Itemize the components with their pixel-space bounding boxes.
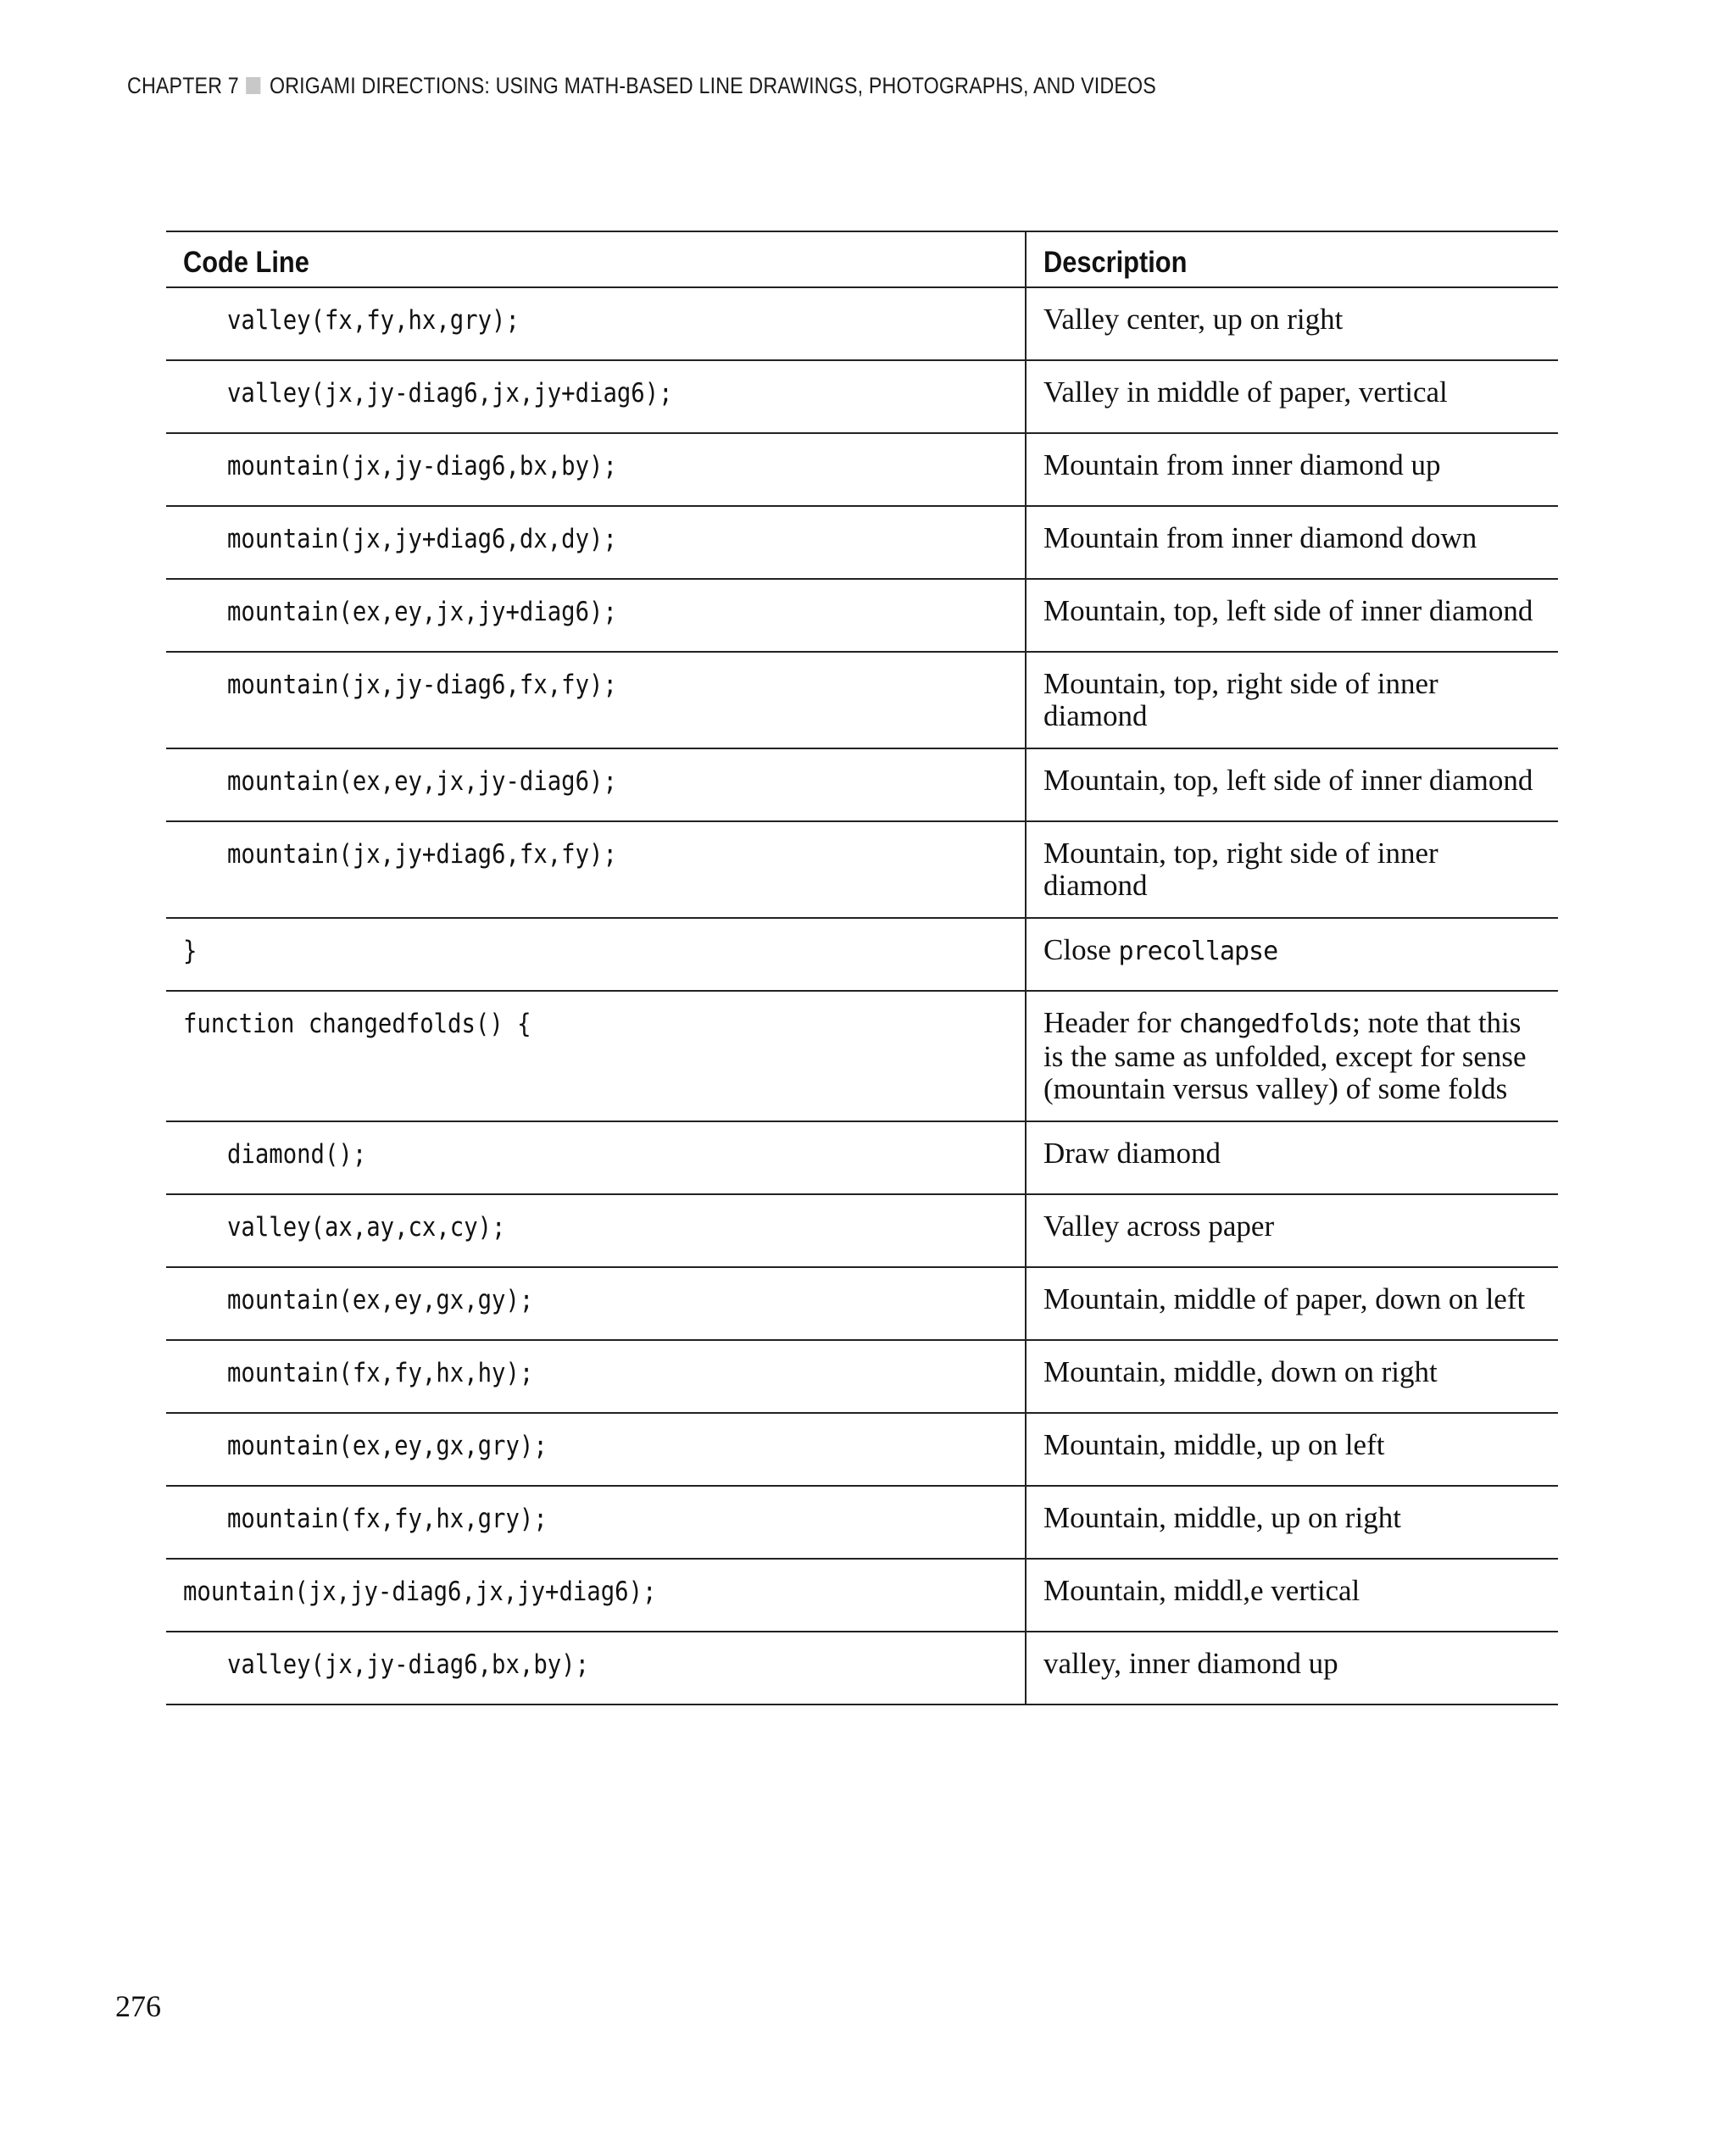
table-row <box>166 991 1558 1121</box>
code-description-table <box>166 231 1558 1705</box>
table-header-row <box>166 231 1558 287</box>
table-row <box>166 748 1558 821</box>
code-cell: mountain(fx,fy,hx,gry); <box>166 1486 1026 1559</box>
description-cell: Mountain from inner diamond down <box>1026 506 1558 579</box>
code-line-header: Code Line <box>166 231 1026 287</box>
table-row <box>166 579 1558 652</box>
code-cell: mountain(ex,ey,gx,gy); <box>166 1267 1026 1340</box>
table-row <box>166 360 1558 433</box>
table-row <box>166 1267 1558 1340</box>
code-cell: valley(fx,fy,hx,gry); <box>166 287 1026 360</box>
description-header: Description <box>1026 231 1558 287</box>
separator-square-icon <box>246 77 260 94</box>
code-cell: valley(jx,jy-diag6,bx,by); <box>166 1632 1026 1704</box>
table-row <box>166 652 1558 748</box>
code-cell: } <box>166 918 1026 991</box>
chapter-label: CHAPTER 7 <box>127 73 239 98</box>
table-row <box>166 1194 1558 1267</box>
table-row <box>166 1632 1558 1704</box>
code-cell: mountain(jx,jy-diag6,bx,by); <box>166 433 1026 506</box>
code-cell: diamond(); <box>166 1121 1026 1194</box>
code-cell: function changedfolds() { <box>166 991 1026 1121</box>
running-head <box>127 73 1156 99</box>
table-row <box>166 821 1558 918</box>
code-cell: mountain(jx,jy+diag6,dx,dy); <box>166 506 1026 579</box>
table-row <box>166 1486 1558 1559</box>
description-cell: Mountain, top, right side of inner diamond <box>1026 652 1558 748</box>
description-cell: Mountain, middle, up on left <box>1026 1413 1558 1486</box>
description-cell: Mountain from inner diamond up <box>1026 433 1558 506</box>
description-cell: valley, inner diamond up <box>1026 1632 1558 1704</box>
page-number: 276 <box>115 1989 161 2023</box>
description-cell: Mountain, top, left side of inner diamond <box>1026 579 1558 652</box>
code-cell: mountain(fx,fy,hx,hy); <box>166 1340 1026 1413</box>
table-row <box>166 1121 1558 1194</box>
table-row <box>166 1559 1558 1632</box>
code-cell: mountain(ex,ey,gx,gry); <box>166 1413 1026 1486</box>
code-cell: valley(ax,ay,cx,cy); <box>166 1194 1026 1267</box>
table-row <box>166 287 1558 360</box>
description-cell: Mountain, top, left side of inner diamond <box>1026 748 1558 821</box>
code-cell: mountain(jx,jy-diag6,jx,jy+diag6); <box>166 1559 1026 1632</box>
code-cell: mountain(ex,ey,jx,jy-diag6); <box>166 748 1026 821</box>
description-cell: Header for changedfolds; note that this is the same as unfolded, except for sense (mountain versus valley) of some folds <box>1026 991 1558 1121</box>
code-cell: valley(jx,jy-diag6,jx,jy+diag6); <box>166 360 1026 433</box>
code-cell: mountain(ex,ey,jx,jy+diag6); <box>166 579 1026 652</box>
table-row <box>166 433 1558 506</box>
description-cell: Close precollapse <box>1026 918 1558 991</box>
description-cell: Valley center, up on right <box>1026 287 1558 360</box>
description-cell: Valley across paper <box>1026 1194 1558 1267</box>
table-row <box>166 918 1558 991</box>
description-cell: Mountain, middle, down on right <box>1026 1340 1558 1413</box>
chapter-title: ORIGAMI DIRECTIONS: USING MATH-BASED LINE DRAWINGS, PHOTOGRAPHS, AND VIDEOS <box>269 73 1156 98</box>
description-cell: Mountain, middle, up on right <box>1026 1486 1558 1559</box>
description-cell: Valley in middle of paper, vertical <box>1026 360 1558 433</box>
table-row <box>166 1413 1558 1486</box>
code-cell: mountain(jx,jy-diag6,fx,fy); <box>166 652 1026 748</box>
description-cell: Mountain, middl,e vertical <box>1026 1559 1558 1632</box>
table-row <box>166 506 1558 579</box>
description-cell: Draw diamond <box>1026 1121 1558 1194</box>
description-cell: Mountain, top, right side of inner diamond <box>1026 821 1558 918</box>
description-cell: Mountain, middle of paper, down on left <box>1026 1267 1558 1340</box>
table-row <box>166 1340 1558 1413</box>
code-cell: mountain(jx,jy+diag6,fx,fy); <box>166 821 1026 918</box>
inline-code: precollapse <box>1118 937 1278 966</box>
inline-code: changedfolds <box>1178 1009 1353 1039</box>
